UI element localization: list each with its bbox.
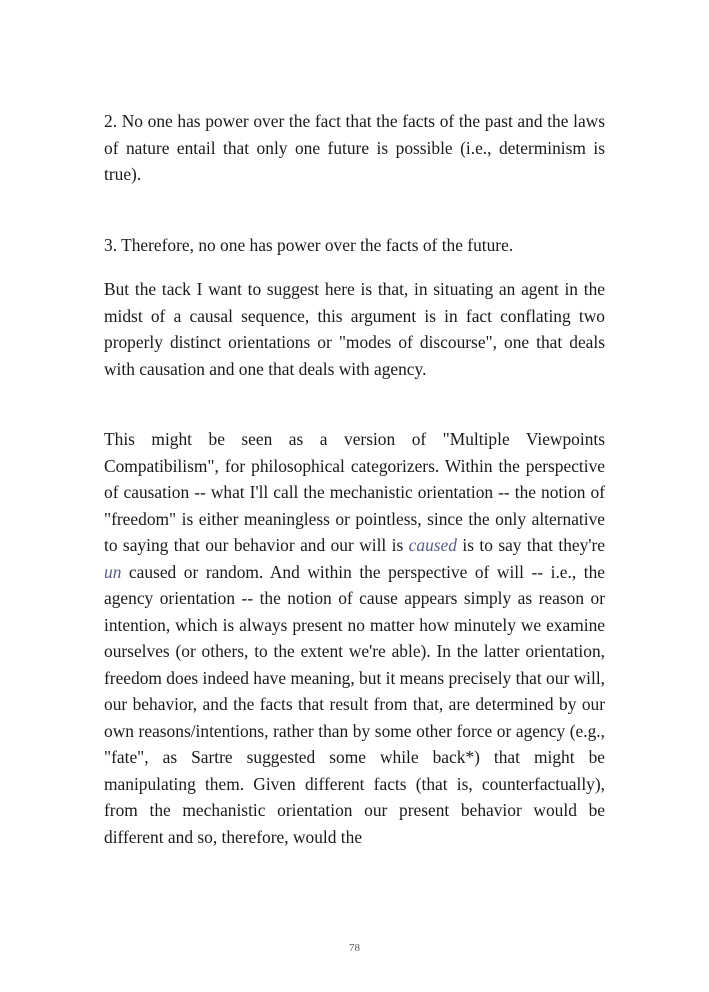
paragraph-premise-2: 2. No one has power over the fact that the facts of the past and the laws of nature entail that only one future is possible (i.e., determinism is true).	[104, 111, 605, 184]
emphasis-caused: caused	[408, 535, 457, 555]
page-number: 78	[349, 942, 360, 954]
paragraph-conclusion-3: 3. Therefore, no one has power over the facts of the future.	[104, 234, 514, 255]
text-run: caused or random. And within the perspective of will -- i.e., the agency orientation -- the notion of cause appears simply as reason or intention, which is always present no matter how minutely we examine ourselves (or others, to the extent we're able). In the latter orientation, freedom does indeed have meaning, but it means precisely that our will, our behavior, and the facts that result from that, are determined by our own reasons/intentions, rather than by some other force or agency (e.g., "fate", as Sartre suggested some while back*) that might be manipulating them. Given different facts (that is, counterfactually), from the mechanistic orientation our present behavior would be different and so, therefore, would the	[104, 561, 605, 847]
paragraph-tack: But the tack I want to suggest here is that, in situating an agent in the midst of a causal sequence, this argument is in fact conflating two properly distinct orientations or "modes of discourse", one that deals with causation and one that deals with agency.	[104, 279, 605, 379]
paragraph-compatibilism	[104, 426, 605, 850]
emphasis-un: un	[104, 561, 122, 582]
text-run: is to say that they're	[456, 535, 605, 555]
text-run: This might be seen as a version of "Multiple Viewpoints Compatibilism", for philosophical categorizers. Within the perspective of causation -- what I'll call the mechanistic orientation -- the notion of "freedom" is either meaningless or pointless, since the only alternative to saying that our behavior and our will is	[104, 429, 605, 555]
page-body	[104, 108, 605, 850]
